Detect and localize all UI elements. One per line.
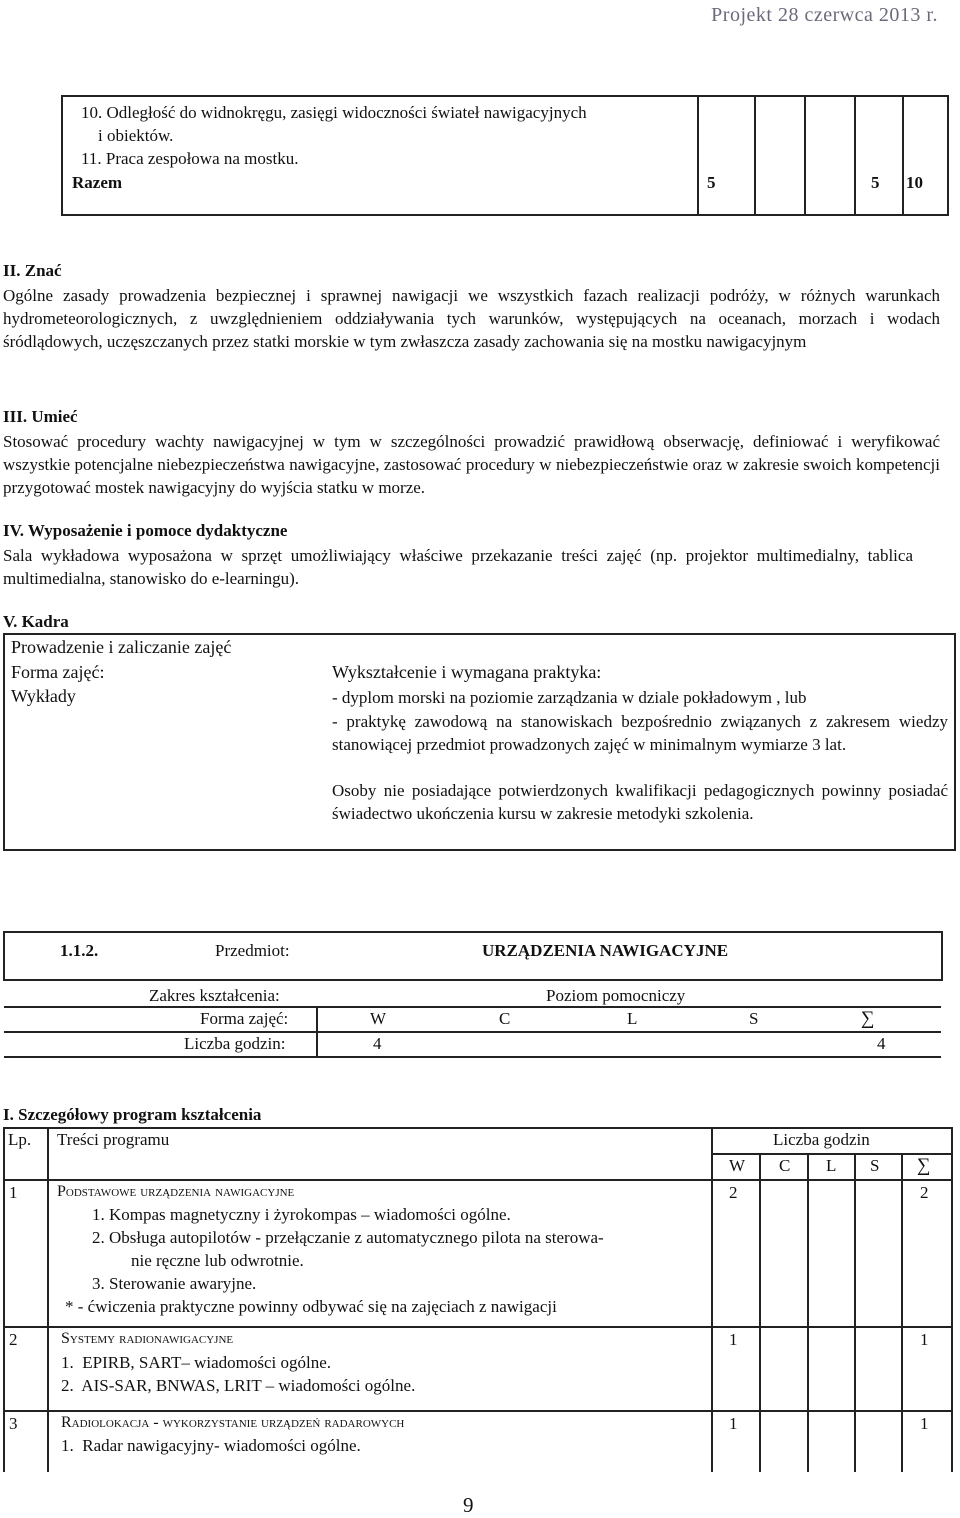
row-1-sum: 2: [920, 1183, 929, 1202]
kadra-form: Wykłady: [11, 686, 76, 706]
row-1-lp: 1: [9, 1183, 18, 1202]
forma-grid: [4, 1006, 941, 1058]
forma-col-sum: ∑: [861, 1008, 875, 1029]
sub-col-w: W: [729, 1156, 746, 1175]
row-1-title: Podstawowe urządzenia nawigacyjne: [57, 1183, 295, 1200]
razem-sum: 10: [906, 173, 923, 192]
sub-col-sum: ∑: [917, 1155, 931, 1176]
section-3-heading: III. Umieć: [3, 407, 78, 426]
item-11: 11. Praca zespołowa na mostku.: [81, 149, 299, 168]
row-1-item-2: 2. Obsługa autopilotów - przełączanie z automatycznego pilota na sterowa-: [92, 1228, 604, 1247]
forma-col-s: S: [749, 1009, 759, 1028]
kadra-req-1: - dyplom morski na poziomie zarządzania w dziale pokładowym , lub: [332, 688, 807, 707]
hours-sum: 4: [877, 1034, 886, 1053]
row-3-item-1: 1. Radar nawigacyjny- wiadomości ogólne.: [61, 1436, 361, 1455]
row-2-sum: 1: [920, 1330, 929, 1349]
forma-col-c: C: [499, 1009, 511, 1028]
sub-col-c: C: [779, 1156, 791, 1175]
kadra-box: [3, 633, 956, 851]
section-4-heading: IV. Wyposażenie i pomoce dydaktyczne: [3, 521, 288, 540]
hours-label: Liczba godzin:: [184, 1034, 286, 1053]
top-table: [61, 95, 949, 216]
item-10-line1: 10. Odległość do widnokręgu, zasięgi widoczności świateł nawigacyjnych: [81, 103, 587, 122]
hours-w: 4: [373, 1034, 382, 1053]
kadra-req-3: Osoby nie posiadające potwierdzonych kwalifikacji pedagogicznych powinny posiadać świadectwo ukończenia kursu w zakresie metodyki szkolenia.: [332, 781, 948, 823]
kadra-col1-header: Forma zajęć:: [11, 662, 105, 682]
section-5-heading: V. Kadra: [3, 612, 69, 631]
kadra-box-title: Prowadzenie i zaliczanie zajęć: [11, 637, 232, 657]
razem-w: 5: [707, 173, 716, 192]
page-number: 9: [463, 1493, 474, 1517]
row-1-item-2b: nie ręczne lub odwrotnie.: [131, 1251, 304, 1270]
subject-name: URZĄDZENIA NAWIGACYJNE: [482, 941, 729, 960]
row-3-title: Radiolokacja - wykorzystanie urządzeń radarowych: [61, 1414, 405, 1431]
section-2-text: Ogólne zasady prowadzenia bezpiecznej i sprawnej nawigacji we wszystkich fazach realizacji podróży, w różnych warunkach hydrometeorologicznych, z uwzględnieniem oddziaływania tych warunków, występujących na oceanach, morzach i wodach śródlądowych, uczęszczanych przez statki morskie w tym zwłaszcza zasady zachowania się na mostku nawigacyjnym: [3, 286, 940, 351]
sub-col-l: L: [826, 1156, 837, 1175]
row-1-note: * - ćwiczenia praktyczne powinny odbywać się na zajęciach z nawigacji: [65, 1297, 557, 1316]
row-3-w: 1: [729, 1414, 738, 1433]
row-2-item-2: 2. AIS-SAR, BNWAS, LRIT – wiadomości ogólne.: [61, 1376, 416, 1395]
col-content-header: Treści programu: [57, 1130, 170, 1149]
program-heading: I. Szczegółowy program kształcenia: [3, 1105, 262, 1124]
forma-col-l: L: [627, 1009, 638, 1028]
row-1-item-3: 3. Sterowanie awaryjne.: [92, 1274, 257, 1293]
row-2-w: 1: [729, 1330, 738, 1349]
row-2-title: Systemy radionawigacyjne: [61, 1330, 234, 1347]
row-2-lp: 2: [9, 1330, 18, 1349]
item-10-line2: i obiektów.: [98, 126, 174, 145]
kadra-col2-header: Wykształcenie i wymagana praktyka:: [332, 662, 602, 682]
zakres-label: Zakres kształcenia:: [149, 986, 280, 1005]
col-lp-header: Lp.: [8, 1130, 32, 1149]
subject-code: 1.1.2.: [60, 941, 99, 960]
row-1-w: 2: [729, 1183, 738, 1202]
section-4-text: Sala wykładowa wyposażona w sprzęt umożliwiający właściwe przekazanie treści zajęć (np. projektor multimedialny, tablica multimedialna, stanowisko do e-learningu).: [3, 546, 913, 588]
razem-c: 5: [871, 173, 880, 192]
document-header: Projekt 28 czerwca 2013 r.: [711, 4, 938, 26]
razem-label: Razem: [72, 173, 123, 192]
col-hours-header: Liczba godzin: [773, 1130, 870, 1149]
subject-label: Przedmiot:: [215, 941, 290, 960]
subject-box: [3, 931, 943, 981]
zakres-value: Poziom pomocniczy: [546, 986, 686, 1005]
row-1-item-1: 1. Kompas magnetyczny i żyrokompas – wiadomości ogólne.: [92, 1205, 511, 1224]
kadra-req-2: - praktykę zawodową na stanowiskach bezpośrednio związanych z zakresem wiedzy stanowiącej przedmiot prowadzonych zajęć w minimalnym wymiarze 3 lat.: [332, 712, 948, 754]
section-2-heading: II. Znać: [3, 261, 62, 280]
row-3-sum: 1: [920, 1414, 929, 1433]
forma-col-w: W: [370, 1009, 387, 1028]
forma-label: Forma zajęć:: [200, 1009, 289, 1028]
section-3-text: Stosować procedury wachty nawigacyjnej w tym w szczególności prowadzić prawidłową obserwację, definiować i weryfikować wszystkie potencjalne niebezpieczeństwa nawigacyjne, zastosować procedury w niebezpieczeństwie oraz w zakresie swoich kompetencji przygotować mostek nawigacyjny do wyjścia statku w morze.: [3, 432, 940, 497]
row-3-lp: 3: [9, 1414, 18, 1433]
sub-col-s: S: [870, 1156, 880, 1175]
program-table: [3, 1127, 953, 1472]
row-2-item-1: 1. EPIRB, SART– wiadomości ogólne.: [61, 1353, 332, 1372]
